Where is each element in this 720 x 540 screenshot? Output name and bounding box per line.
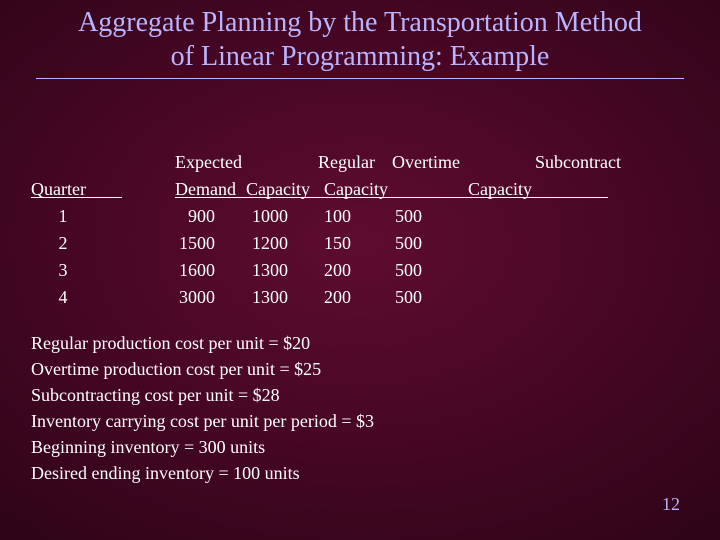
header-quarter: Quarter [31,179,86,199]
header-regular-capacity: Capacity [246,179,310,199]
subcontract-capacity-cell: 500 [395,260,422,280]
header-subcontract: Subcontract [535,152,621,172]
header-subcontract-capacity: Capacity [468,179,532,199]
header-expected: Expected [175,152,242,172]
regular-capacity-cell: 1300 [252,260,288,280]
quarter-cell: 1 [58,206,68,226]
overtime-capacity-cell: 150 [324,233,351,253]
overtime-capacity-cell: 200 [324,287,351,307]
header-regular: Regular [318,152,375,172]
note-overtime-cost: Overtime production cost per unit = $25 [31,359,322,379]
regular-capacity-cell: 1200 [252,233,288,253]
header-demand: Demand [175,179,236,199]
header-overtime-capacity: Capacity [324,179,388,199]
overtime-capacity-cell: 200 [324,260,351,280]
title-underline [36,78,684,79]
regular-capacity-cell: 1300 [252,287,288,307]
header-quarter-underline [31,197,122,198]
quarter-cell: 4 [58,287,68,307]
slide-title [0,6,720,74]
subcontract-capacity-cell: 500 [395,206,422,226]
regular-capacity-cell: 1000 [252,206,288,226]
demand-cell: 1600 [179,260,215,280]
header-overtime: Overtime [392,152,460,172]
demand-cell: 3000 [179,287,215,307]
page-number: 12 [662,494,680,514]
note-regular-cost: Regular production cost per unit = $20 [31,333,311,353]
demand-cell: 1500 [179,233,215,253]
subcontract-capacity-cell: 500 [395,233,422,253]
note-inventory-cost: Inventory carrying cost per unit per period = $3 [31,411,375,431]
note-ending-inventory: Desired ending inventory = 100 units [31,463,300,483]
title-line-1: Aggregate Planning by the Transportation Method [78,7,642,38]
overtime-capacity-cell: 100 [324,206,351,226]
demand-cell: 900 [188,206,215,226]
subcontract-capacity-cell: 500 [395,287,422,307]
note-subcontract-cost: Subcontracting cost per unit = $28 [31,385,280,405]
quarter-cell: 3 [58,260,68,280]
note-beginning-inventory: Beginning inventory = 300 units [31,437,266,457]
header-capacity-underline [175,197,608,198]
quarter-cell: 2 [58,233,68,253]
title-line-2: of Linear Programming: Example [170,41,550,72]
